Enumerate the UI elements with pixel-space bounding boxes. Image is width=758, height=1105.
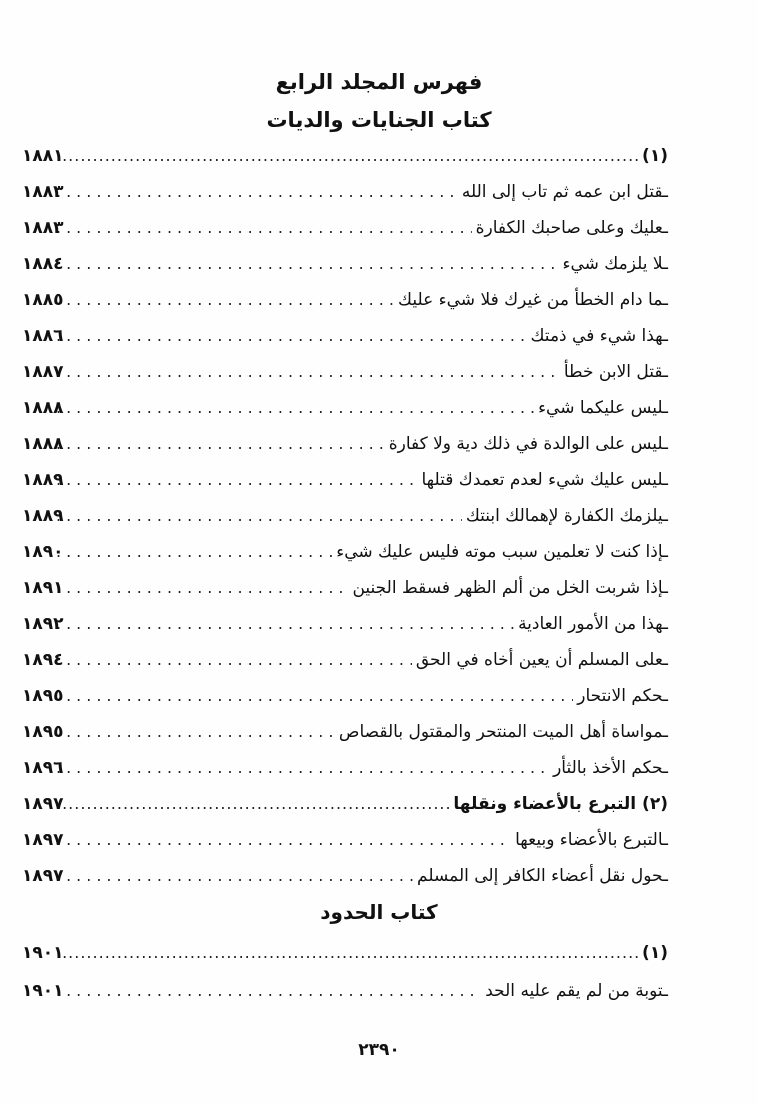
entry-label: ـحول نقل أعضاء الكافر إلى المسلم xyxy=(417,866,668,886)
entry-label: ـهذا من الأمور العادية xyxy=(518,614,668,634)
entry-page: ١٨٩١ xyxy=(22,578,64,598)
index-entry[interactable] xyxy=(22,395,668,421)
entry-label: ـليس عليك شيء لعدم تعمدك قتلها xyxy=(421,470,668,490)
entry-label: ـقتل الابن خطأ xyxy=(563,362,668,382)
entry-page: ١٨٩٠ xyxy=(22,542,64,562)
entry-page: ١٨٩٧ xyxy=(22,866,64,886)
entry-label: ـليس عليكما شيء xyxy=(538,398,668,418)
entry-page: ١٨٨٤ xyxy=(22,254,64,274)
entry-page: ١٨٩٦ xyxy=(22,758,64,778)
entry-label: ـالتبرع بالأعضاء وبيعها xyxy=(515,830,668,850)
index-entry[interactable] xyxy=(22,647,668,673)
page-number: ٢٣٩٠ xyxy=(358,1040,400,1060)
entry-label: ـحكم الانتحار xyxy=(577,686,668,706)
entry-label: ـهذا شيء في ذمتك xyxy=(530,326,668,346)
index-entry[interactable] xyxy=(22,611,668,637)
leader-dots xyxy=(56,613,514,635)
leader-dots xyxy=(56,433,385,455)
index-entry[interactable] xyxy=(22,575,668,601)
index-entry[interactable] xyxy=(22,431,668,457)
leader-dots xyxy=(56,649,412,671)
book-title: كتاب الجنايات والديات xyxy=(266,108,492,132)
entry-label: ـعلى المسلم أن يعين أخاه في الحق xyxy=(415,650,668,670)
index-entry[interactable] xyxy=(22,683,668,709)
index-heading-entry[interactable] xyxy=(22,940,668,966)
entry-label: ـقتل ابن عمه ثم تاب إلى الله xyxy=(461,182,668,202)
entry-label: ـتوبة من لم يقم عليه الحد xyxy=(485,981,668,1001)
entry-label: ـلا يلزمك شيء xyxy=(562,254,668,274)
entry-label: ـإذا شربت الخل من ألم الظهر فسقط الجنين xyxy=(352,578,668,598)
index-entry[interactable] xyxy=(22,503,668,529)
leader-dots xyxy=(56,942,638,964)
entry-page: ١٨٩٤ xyxy=(22,650,64,670)
section-title: كتاب الحدود xyxy=(320,900,438,924)
index-entry[interactable] xyxy=(22,215,668,241)
entry-page: ١٨٨٨ xyxy=(22,398,64,418)
index-heading-entry[interactable] xyxy=(22,791,668,817)
leader-dots xyxy=(56,361,560,383)
leader-dots xyxy=(56,757,549,779)
index-entry[interactable] xyxy=(22,323,668,349)
entry-page: ١٩٠١ xyxy=(22,943,64,963)
entry-page: ١٨٨٣ xyxy=(22,182,64,202)
leader-dots xyxy=(56,577,348,599)
entry-label: ـليس على الوالدة في ذلك دية ولا كفارة xyxy=(388,434,668,454)
entry-page: ١٨٨٦ xyxy=(22,326,64,346)
index-entry[interactable] xyxy=(22,467,668,493)
leader-dots xyxy=(56,541,332,563)
leader-dots xyxy=(56,253,558,275)
entry-label: (١) xyxy=(642,943,668,963)
entry-page: ١٩٠١ xyxy=(22,981,64,1001)
index-entry[interactable] xyxy=(22,539,668,565)
leader-dots xyxy=(56,325,526,347)
entry-page: ١٨٨٣ xyxy=(22,218,64,238)
entry-page: ١٨٩٧ xyxy=(22,794,64,814)
leader-dots xyxy=(56,980,481,1002)
leader-dots xyxy=(56,685,573,707)
entry-label: ـيلزمك الكفارة لإهمالك ابنتك xyxy=(465,506,668,526)
entry-page: ١٨٨٧ xyxy=(22,362,64,382)
entry-page: ١٨٩٥ xyxy=(22,686,64,706)
leader-dots xyxy=(56,289,394,311)
entry-label: ـإذا كنت لا تعلمين سبب موته فليس عليك شيء xyxy=(336,542,668,562)
entry-page: ١٨٨٨ xyxy=(22,434,64,454)
entry-label: ـما دام الخطأ من غيرك فلا شيء عليك xyxy=(398,290,668,310)
leader-dots xyxy=(56,829,511,851)
index-entry[interactable] xyxy=(22,755,668,781)
index-entry[interactable] xyxy=(22,978,668,1004)
entry-label: ـحكم الأخذ بالثأر xyxy=(553,758,668,778)
entry-page: ١٨٨٥ xyxy=(22,290,64,310)
leader-dots xyxy=(56,469,418,491)
index-entry[interactable] xyxy=(22,251,668,277)
entry-page: ١٨٩٧ xyxy=(22,830,64,850)
index-entry[interactable] xyxy=(22,827,668,853)
index-heading-entry[interactable] xyxy=(22,143,668,169)
leader-dots xyxy=(56,793,449,815)
entry-page: ١٨٨٩ xyxy=(22,470,64,490)
index-entry[interactable] xyxy=(22,287,668,313)
leader-dots xyxy=(56,217,472,239)
index-entry[interactable] xyxy=(22,719,668,745)
index-entry[interactable] xyxy=(22,359,668,385)
entry-label: ـمواساة أهل الميت المنتحر والمقتول بالقصاص xyxy=(338,722,668,742)
index-entry[interactable] xyxy=(22,179,668,205)
entry-label: (٢) التبرع بالأعضاء ونقلها xyxy=(453,794,668,814)
index-entry[interactable] xyxy=(22,863,668,889)
leader-dots xyxy=(56,145,638,167)
entry-page: ١٨٩٢ xyxy=(22,614,64,634)
leader-dots xyxy=(56,505,462,527)
leader-dots xyxy=(56,865,413,887)
entry-label: ـعليك وعلى صاحبك الكفارة xyxy=(475,218,668,238)
entry-page: ١٨٩٥ xyxy=(22,722,64,742)
entry-page: ١٨٨١ xyxy=(22,146,64,166)
index-title: فهرس المجلد الرابع xyxy=(275,70,483,94)
leader-dots xyxy=(56,397,534,419)
leader-dots xyxy=(56,181,458,203)
entry-label: (١) xyxy=(642,146,668,166)
leader-dots xyxy=(56,721,335,743)
entry-page: ١٨٨٩ xyxy=(22,506,64,526)
